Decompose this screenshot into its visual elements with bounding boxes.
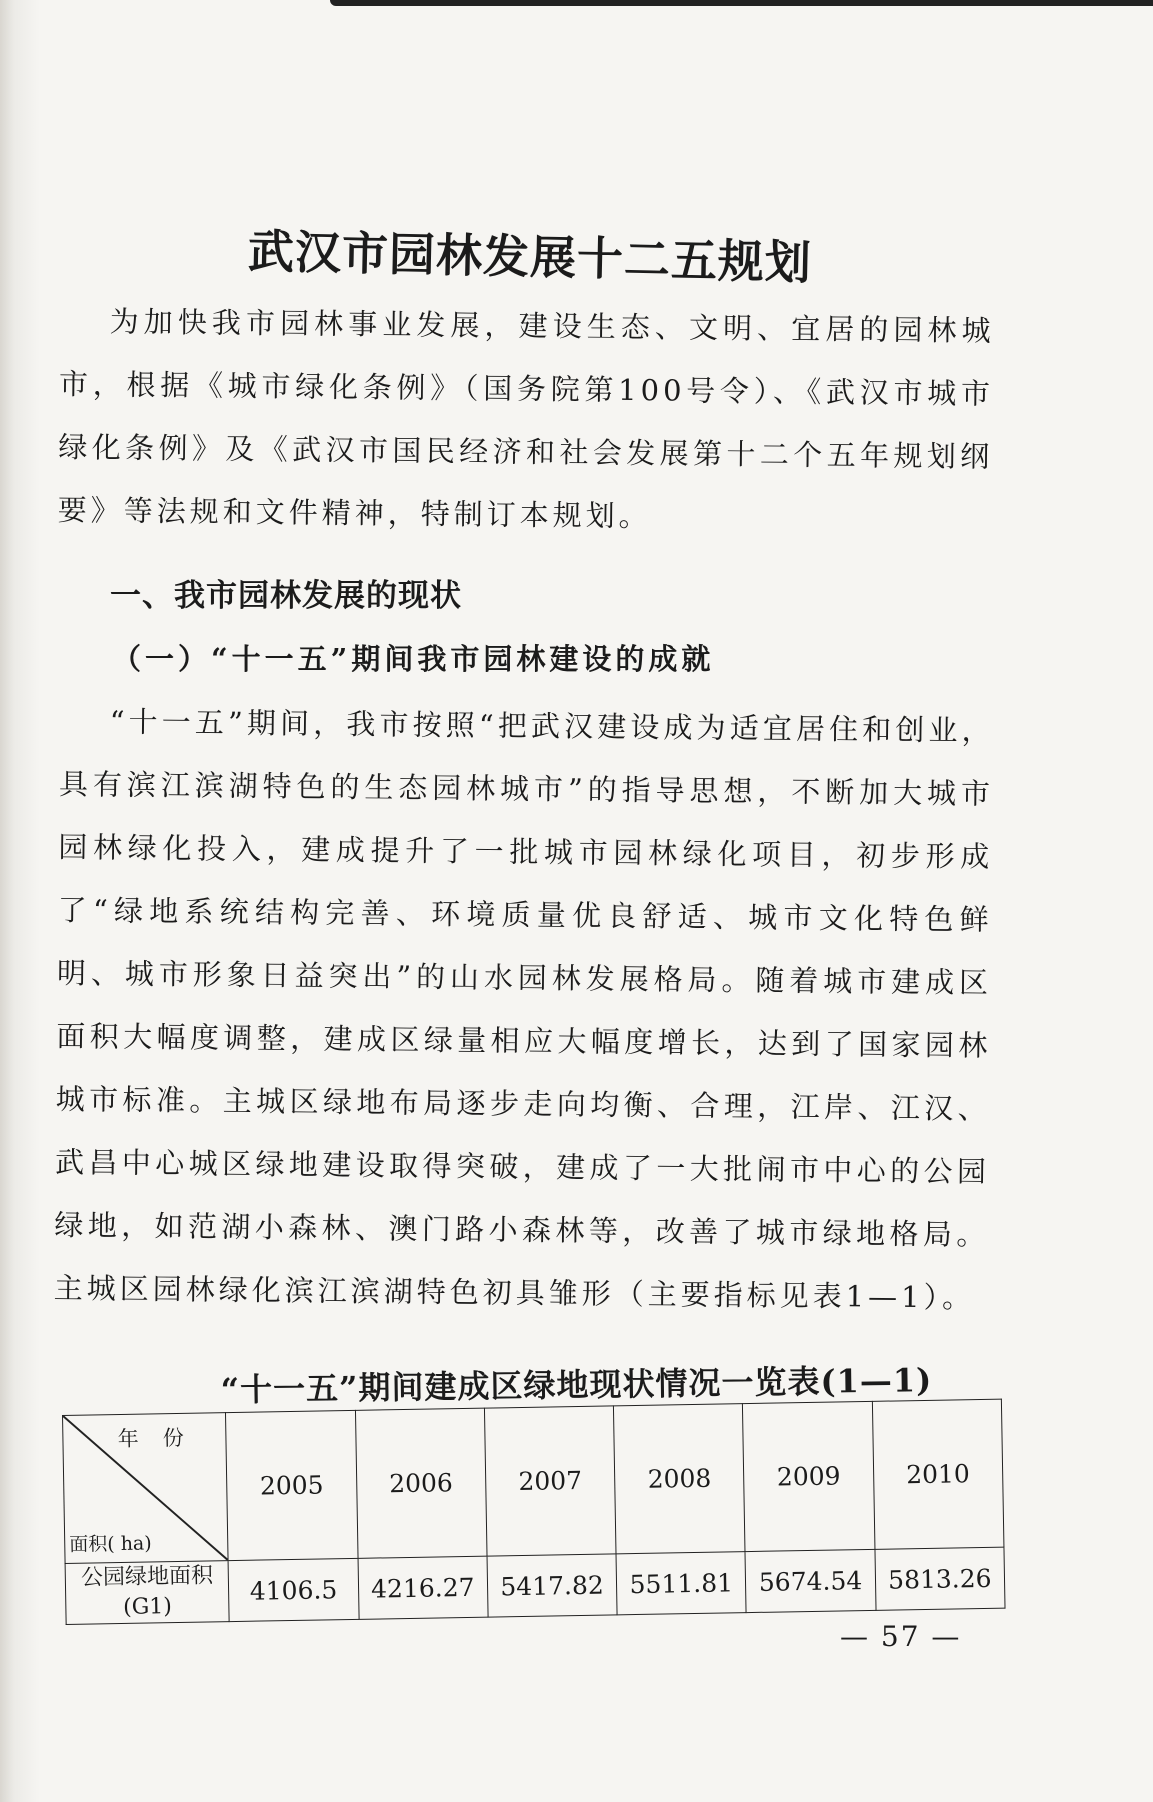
green-space-table	[62, 1399, 1006, 1625]
document-title: 武汉市园林发展十二五规划	[247, 223, 813, 290]
value-cell: 5511.81	[616, 1552, 746, 1615]
year-header-cell: 2009	[743, 1401, 875, 1551]
value-cell: 4216.27	[358, 1556, 488, 1619]
corner-label-area: 面积( ha)	[69, 1532, 152, 1556]
table-title: “十一五”期间建成区绿地现状情况一览表(1—1)	[220, 1361, 933, 1409]
table-corner-cell	[63, 1413, 229, 1564]
row-label-cell	[65, 1561, 229, 1625]
value-cell: 5417.82	[487, 1554, 617, 1617]
stats-table	[62, 1399, 1006, 1625]
row-label-line1: 公园绿地面积	[80, 1563, 214, 1591]
year-header-cell: 2007	[484, 1406, 616, 1556]
scan-edge-shadow	[330, 0, 1153, 6]
year-header-cell: 2010	[872, 1399, 1004, 1549]
year-header-cell: 2005	[226, 1410, 358, 1560]
section-heading-1: 一、我市园林发展的现状	[110, 578, 462, 614]
year-header-cell: 2008	[614, 1404, 746, 1554]
row-label-line2: (G1)	[122, 1594, 173, 1620]
year-header-cell: 2006	[355, 1408, 487, 1558]
value-cell: 5813.26	[875, 1547, 1005, 1610]
intro-paragraph: 为加快我市园林事业发展，建设生态、文明、宜居的园林城市，根据《城市绿化条例》（国务院第100号令）、《武汉市城市绿化条例》及《武汉市国民经济和社会发展第十二个五年规划纲要》等法规和文件精神，特制订本规划。	[57, 304, 995, 534]
value-cell: 4106.5	[228, 1558, 358, 1621]
body-paragraph: “十一五”期间，我市按照“把武汉建设成为适宜居住和创业，具有滨江滨湖特色的生态园林城市”的指导思想，不断加大城市园林绿化投入，建成提升了一批城市园林绿化项目，初步形成了“绿地系统结构完善、环境质量优良舒适、城市文化特色鲜明、城市形象日益突出”的山水园林发展格局。随着城市建成区面积大幅度调整，建成区绿量相应大幅度增长，达到了国家园林城市标准。主城区绿地布局逐步走向均衡、合理，江岸、江汉、武昌中心城区绿地建设取得突破，建成了一大批闹市中心的公园绿地，如范湖小森林、澳门路小森林等，改善了城市绿地格局。主城区园林绿化滨江滨湖特色初具雏形（主要指标见表1—1）。	[53, 704, 995, 1315]
subsection-heading-1: （一）“十一五”期间我市园林建设的成就	[112, 642, 715, 676]
value-cell: 5674.54	[745, 1549, 875, 1612]
corner-label-year: 年份	[117, 1425, 208, 1452]
table-header-row	[63, 1399, 1004, 1563]
page-number: — 57 —	[840, 1620, 962, 1653]
